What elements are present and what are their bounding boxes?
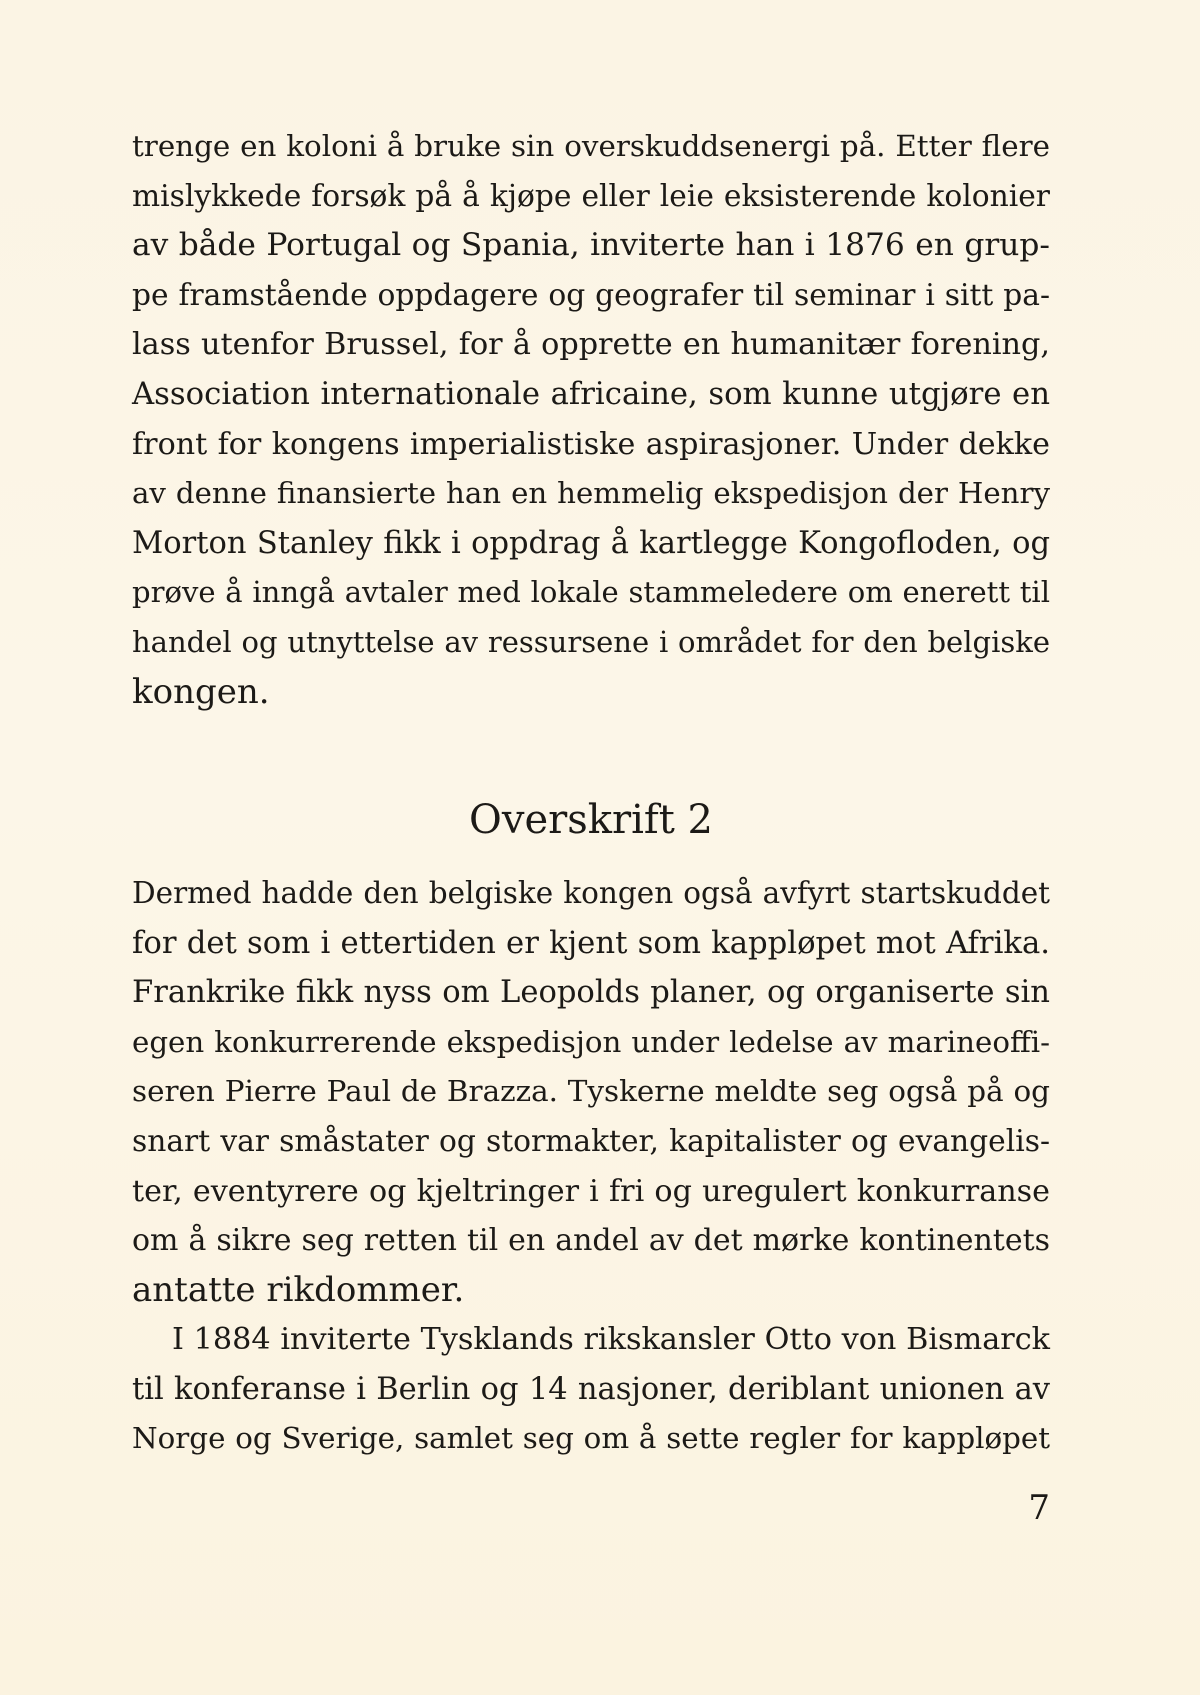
text-line: Norge og Sverige, samlet seg om å sette regler for kappløpet bbox=[132, 1421, 1050, 1456]
text-line: Dermed hadde den belgiske kongen også avfyrt startskuddet bbox=[132, 876, 1050, 910]
text-line: til konferanse i Berlin og 14 nasjoner, deriblant unionen av bbox=[132, 1371, 1050, 1407]
page-number: 7 bbox=[1028, 1488, 1050, 1528]
text-line: front for kongens imperialistiske aspirasjoner. Under dekke bbox=[132, 426, 1050, 462]
body-paragraph bbox=[132, 869, 1050, 1315]
text-line: egen konkurrerende ekspedisjon under ledelse av marineoffi- bbox=[132, 1024, 1050, 1059]
text-line: Frankrike fikk nyss om Leopolds planer, og organiserte sin bbox=[132, 975, 1050, 1011]
text-line: pe framstående oppdagere og geografer til seminar i sitt pa- bbox=[132, 277, 1050, 313]
text-line: av denne finansierte han en hemmelig ekspedisjon der Henry bbox=[132, 476, 1050, 511]
text-line: for det som i ettertiden er kjent som kappløpet mot Afrika. bbox=[132, 925, 1050, 961]
text-line: seren Pierre Paul de Brazza. Tyskerne meldte seg også på og bbox=[132, 1074, 1050, 1109]
text-line: kongen. bbox=[132, 671, 270, 712]
text-line: av både Portugal og Spania, inviterte han i 1876 en grup- bbox=[132, 227, 1050, 264]
section-heading: Overskrift 2 bbox=[469, 797, 713, 843]
body-paragraph bbox=[132, 1315, 1050, 1464]
text-line: handel og utnyttelse av ressursene i området for den belgiske bbox=[132, 624, 1050, 659]
text-line: om å sikre seg retten til en andel av det mørke kontinentets bbox=[132, 1223, 1050, 1259]
text-line: Morton Stanley fikk i oppdrag å kartlegge Kongofloden, og bbox=[132, 525, 1050, 561]
body-paragraph bbox=[132, 122, 1050, 717]
text-line: snart var småstater og stormakter, kapitalister og evangelis- bbox=[132, 1123, 1050, 1159]
text-line: trenge en koloni å bruke sin overskuddsenergi på. Etter flere bbox=[132, 129, 1050, 163]
text-line: mislykkede forsøk på å kjøpe eller leie eksisterende kolonier bbox=[132, 178, 1050, 214]
text-line: prøve å inngå avtaler med lokale stammeledere om enerett til bbox=[132, 575, 1050, 610]
text-line: ter, eventyrere og kjeltringer i fri og uregulert konkurranse bbox=[132, 1173, 1050, 1209]
text-line: Association internationale africaine, som kunne utgjøre en bbox=[132, 375, 1050, 412]
text-line: I 1884 inviterte Tysklands rikskansler Otto von Bismarck bbox=[172, 1322, 1050, 1357]
text-line: antatte rikdommer. bbox=[132, 1269, 465, 1310]
text-line: lass utenfor Brussel, for å opprette en humanitær forening, bbox=[132, 327, 1050, 363]
